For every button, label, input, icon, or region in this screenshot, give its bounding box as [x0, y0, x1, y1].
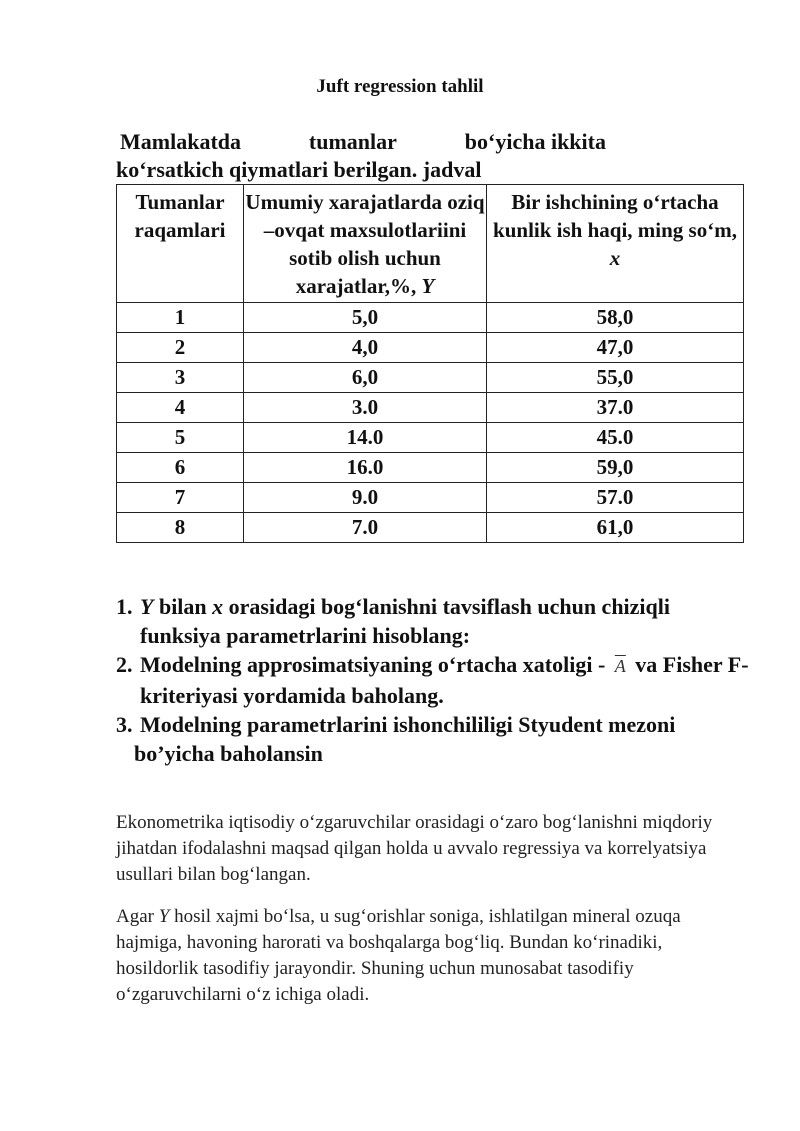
document-title: Juft regression tahlil [316, 76, 484, 97]
table-cell: 14.0 [244, 423, 487, 453]
table-row [117, 483, 744, 513]
data-table-container [116, 184, 744, 543]
table-row [117, 453, 744, 483]
intro-text [116, 128, 636, 184]
table-row [117, 333, 744, 363]
table-cell: 7 [117, 483, 244, 513]
table-cell: 16.0 [244, 453, 487, 483]
table-cell: 6 [117, 453, 244, 483]
table-row [117, 513, 744, 543]
table-row [117, 393, 744, 423]
intro-word-3: bo‘yicha ikkita [464, 129, 606, 154]
table-cell: 8 [117, 513, 244, 543]
table-cell: 2 [117, 333, 244, 363]
table-cell: 3 [117, 363, 244, 393]
table-cell: 55,0 [487, 363, 744, 393]
table-cell: 5 [117, 423, 244, 453]
table-cell: 58,0 [487, 303, 744, 333]
table-cell: 47,0 [487, 333, 744, 363]
table-cell: 5,0 [244, 303, 487, 333]
intro-word-1: Mamlakatda [120, 129, 241, 154]
paragraph-yield: Agar Y hosil xajmi bo‘lsa, u sug‘orishlar soniga, ishlatilgan mineral ozuqa hajmiga, havoning harorati va boshqalarga bog‘liq. Bundan ko‘rinadiki, hosildorlik tasodifiy jarayondir. Shuning uchun munosabat tasodifiy o‘zgaruvchilarni o‘z ichiga oladi. [116, 906, 681, 1005]
header-food-expenses: Umumiy xarajatlarda oziq –ovqat maxsulotlariini sotib olish uchun xarajatlar,%, Y [244, 185, 487, 303]
table-cell: 59,0 [487, 453, 744, 483]
table-cell: 9.0 [244, 483, 487, 513]
table-cell: 57.0 [487, 483, 744, 513]
table-cell: 45.0 [487, 423, 744, 453]
intro-word-2: tumanlar [308, 129, 397, 154]
paragraph-econometrics: Ekonometrika iqtisodiy o‘zgaruvchilar orasidagi o‘zaro bog‘lanishni miqdoriy jihatdan ifodalashni maqsad qilgan holda u avvalo regressiya va korrelyatsiya usullari bilan bog‘langan. [116, 812, 713, 885]
intro-line-2: ko‘rsatkich qiymatlari berilgan. jadval [116, 157, 482, 182]
table-cell: 6,0 [244, 363, 487, 393]
table-cell: 4,0 [244, 333, 487, 363]
task-item-3-line-2: bo’yicha baholansin [134, 741, 323, 766]
mean-error-symbol: $\overline{A}$ [614, 656, 626, 676]
table-cell: 1 [117, 303, 244, 333]
table-row [117, 363, 744, 393]
header-daily-wage: Bir ishchining o‘rtacha kunlik ish haqi, ming so‘m, x [487, 185, 744, 303]
table-cell: 4 [117, 393, 244, 423]
table-cell: 61,0 [487, 513, 744, 543]
table-header-row [117, 185, 744, 303]
table-cell: 37.0 [487, 393, 744, 423]
table-cell: 7.0 [244, 513, 487, 543]
header-district-number: Tumanlar raqamlari [117, 185, 244, 303]
data-table [116, 184, 744, 543]
table-row [117, 423, 744, 453]
task-item-3: 3. Modelning parametrlarini ishonchililigi Styudent mezoni [116, 712, 676, 737]
task-list [116, 592, 756, 768]
task-item-2: 2. Modelning approsimatsiyaning o‘rtacha xatoligi - $\overline{A}$ va Fisher F-kriteriyasi yordamida baholang. [116, 652, 749, 708]
table-row [117, 303, 744, 333]
table-cell: 3.0 [244, 393, 487, 423]
task-item-1: 1. Y bilan x orasidagi bog‘lanishni tavsiflash uchun chiziqli funksiya parametrlarini hisoblang: [116, 594, 670, 648]
